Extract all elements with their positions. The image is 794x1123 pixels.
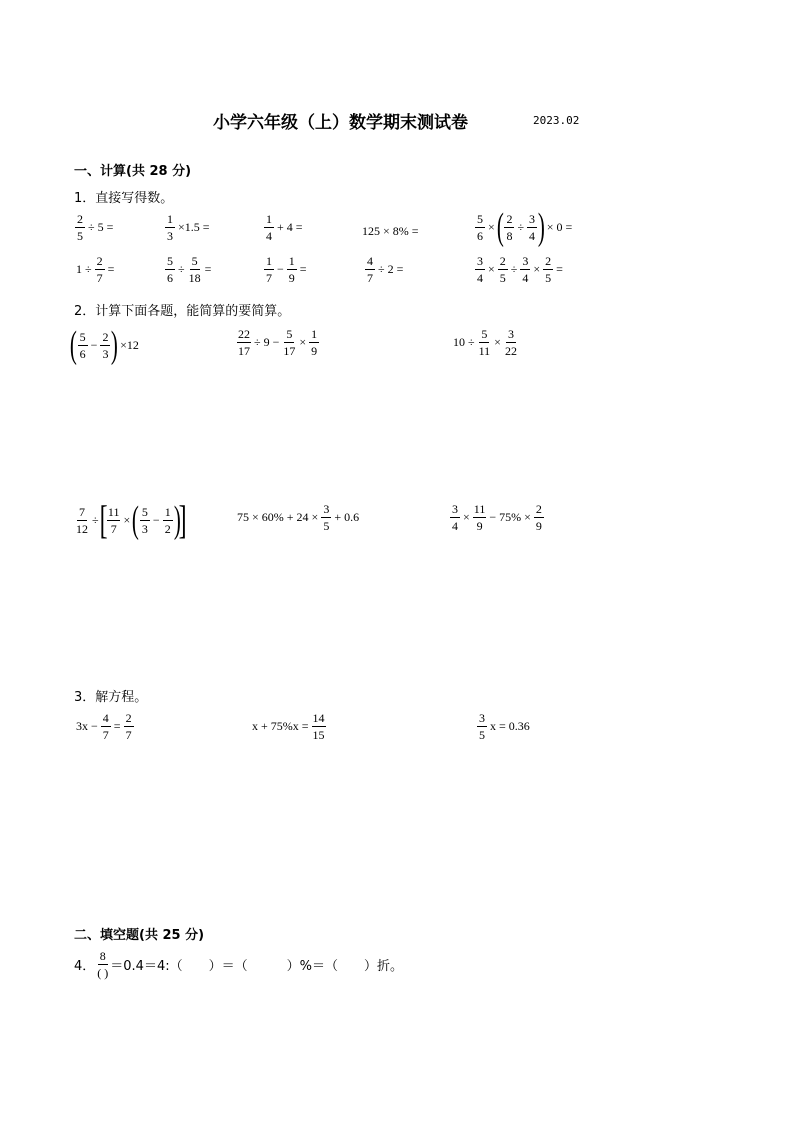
q1-item-3: 1 4 + 4 = — [266, 212, 303, 243]
q1-item-6: 1 ÷ $\frac{2}{7}$ = — [76, 254, 115, 285]
q1-item-7: $\frac{5}{6}$ ÷ $\frac{5}{18}$ = — [167, 254, 212, 285]
q1-item-9: $\frac{4}{7}$ ÷ 2 = — [367, 254, 404, 285]
question-3-label: 3．解方程。 — [74, 690, 148, 705]
q3-equation-3: 3 5 x = 0.36 — [479, 711, 530, 742]
q1-item-1: $\frac{2}{5}$ ÷ 5 = — [77, 212, 114, 243]
q1-item-4: 125 × 8% = — [362, 224, 419, 238]
q2-expr-6: $\frac{3}{4}$ × $\frac{11}{9}$ − 75% × $\frac{2}{9}$ — [452, 502, 542, 533]
exam-date: 2023.02 — [533, 114, 580, 127]
q2-expr-1: ( 5 6 − $\frac{2}{3}$ ) ×12 — [69, 324, 139, 366]
page-title: 小学六年级（上）数学期末测试卷 — [213, 113, 468, 133]
q1-item-2: $\frac{1}{3}$ ×1.5 = — [167, 212, 210, 243]
q2-expr-4: $\frac{7}{12}$ ÷ [ $\frac{11}{7}$ × ( 5 3 − $\frac{1}{2}$ ) ] — [76, 497, 188, 542]
section-2-heading: 二、填空题(共 25 分) — [74, 928, 205, 943]
section-1-heading: 一、计算(共 28 分) — [74, 164, 192, 179]
fraction: $\frac{2}{5}$ — [77, 212, 83, 243]
q3-equation-2: x + 75%x = $\frac{14}{15}$ — [252, 711, 325, 742]
q1-item-8: 1 7 − $\frac{1}{9}$ = — [266, 254, 307, 285]
question-4: 4． 8 ( ) ＝0.4＝4:（ ）＝（ ）%＝（ ）折。 — [74, 949, 403, 980]
q1-item-10: $\frac{3}{4}$ × $\frac{2}{5}$ ÷ $\frac{3}{4}$ × $\frac{2}{5}$ = — [477, 254, 563, 285]
question-2-label: 2．计算下面各题，能简算的要简算。 — [74, 304, 291, 319]
q2-expr-5: 75 × 60% + 24 × $\frac{3}{5}$ + 0.6 — [237, 502, 360, 533]
question-1-label: 1．直接写得数。 — [74, 191, 174, 206]
q1-item-5: $\frac{5}{6}$ × ( $\frac{2}{8}$ ÷ $\frac{3}{4}$ ) × 0 = — [477, 206, 573, 248]
q3-equation-1: 3x − $\frac{4}{7}$ = $\frac{2}{7}$ — [76, 711, 132, 742]
q2-expr-3: 10 ÷ $\frac{5}{11}$ × $\frac{3}{22}$ — [453, 327, 517, 358]
q2-expr-2: $\frac{22}{17}$ ÷ 9 − $\frac{5}{17}$ × $\frac{1}{9}$ — [238, 327, 318, 358]
